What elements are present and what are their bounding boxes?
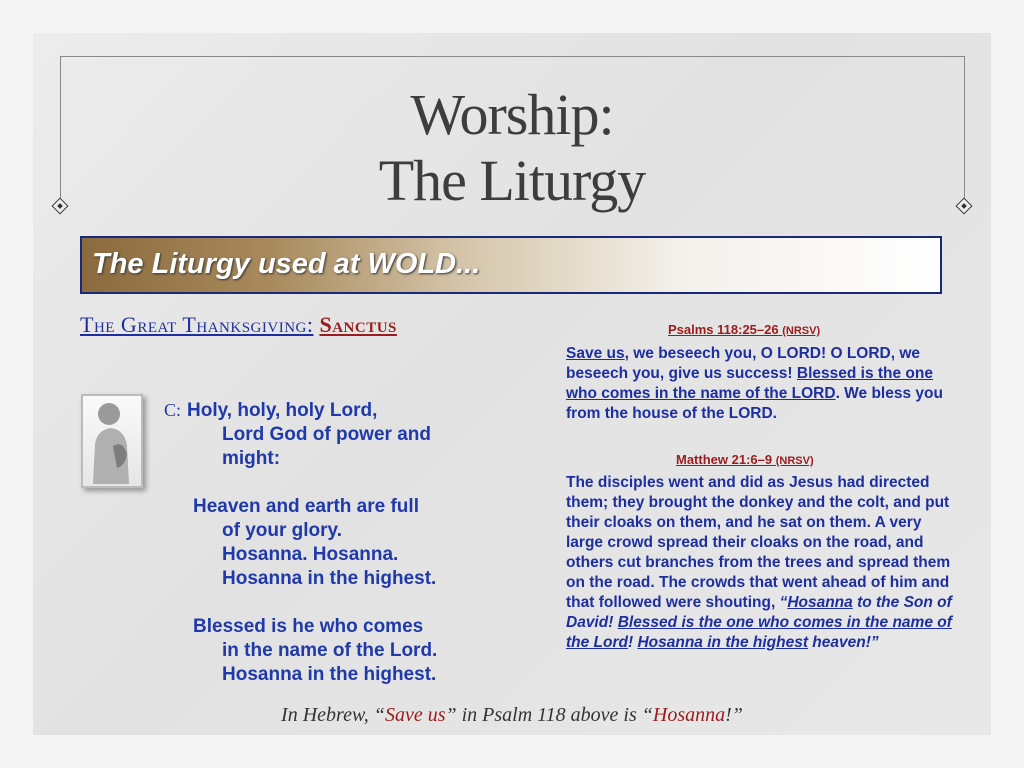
footer-save-us: Save us	[384, 704, 446, 726]
sanctus-liturgy-text	[164, 398, 504, 687]
matthew-hosanna-highest: Hosanna in the highest	[637, 634, 808, 651]
footer-text-part: In Hebrew, “	[281, 704, 385, 726]
liturgy-line: might:	[222, 448, 281, 469]
matthew-exclamation: !	[628, 634, 638, 651]
psalm-text-part: , we beseech you, O LORD! O LORD, we beseech you, give us success!	[566, 345, 921, 382]
banner-text: The Liturgy used at WOLD...	[92, 248, 481, 280]
section-heading-main: The Great Thanksgiving:	[80, 312, 314, 337]
title-line-2: The Liturgy	[378, 148, 646, 213]
title-line-1: Worship:	[410, 82, 614, 147]
matthew-reference	[676, 452, 814, 467]
footer-text-part: !”	[725, 704, 743, 726]
psalm-ref-text: Psalms 118:25–26	[668, 322, 779, 337]
psalm-version: (NRSV)	[782, 325, 821, 337]
liturgy-line: Hosanna. Hosanna.	[222, 544, 399, 565]
matthew-hosanna: Hosanna	[787, 594, 853, 611]
frame-top-line	[60, 56, 964, 57]
footer-hosanna: Hosanna	[652, 704, 726, 726]
psalm-text-part: . We bless you from the house of the LORD.	[566, 385, 943, 422]
psalm-text	[566, 344, 958, 424]
psalm-save-us: Save us	[566, 345, 625, 362]
liturgy-line: Lord God of power and	[222, 424, 431, 445]
matthew-son-of-david: to the Son of David!	[566, 594, 952, 631]
slide-title	[0, 82, 1024, 214]
liturgy-line: Holy, holy, holy Lord,	[187, 400, 378, 421]
matthew-blessed: Blessed is the one who comes in the name of the Lord	[566, 614, 952, 651]
psalm-reference	[668, 322, 820, 337]
liturgy-line: Hosanna in the highest.	[222, 568, 437, 589]
speaker-label: C:	[164, 400, 182, 420]
liturgy-line: Hosanna in the highest.	[222, 664, 437, 685]
matthew-text-part: The disciples went and did as Jesus had directed them; they brought the donkey and the colt, and put their cloaks on them, and he sat on them. A very large crowd spread their cloaks on the road, and others cut branches from the trees and spread them on the road. The crowds that went ahead of him and that followed were shouting,	[566, 474, 951, 611]
section-heading	[80, 312, 397, 338]
footer-text-part: ” in Psalm 118 above is “	[445, 704, 653, 726]
liturgy-line: of your glory.	[222, 520, 342, 541]
footer-note	[0, 704, 1024, 727]
liturgy-line: in the name of the Lord.	[222, 640, 438, 661]
liturgy-banner	[80, 236, 942, 294]
section-heading-sanctus: Sanctus	[319, 312, 397, 337]
psalm-blessed: Blessed is the one who comes in the name of the LORD	[566, 365, 933, 402]
matthew-text	[566, 473, 958, 653]
matthew-quote-open: “	[779, 594, 788, 611]
matthew-heaven: heaven!”	[807, 634, 879, 651]
praying-figure-icon	[81, 394, 143, 488]
matthew-version: (NRSV)	[775, 455, 814, 467]
liturgy-line: Heaven and earth are full	[193, 496, 419, 517]
liturgy-line: Blessed is he who comes	[193, 616, 424, 637]
matthew-ref-text: Matthew 21:6–9	[676, 452, 773, 467]
